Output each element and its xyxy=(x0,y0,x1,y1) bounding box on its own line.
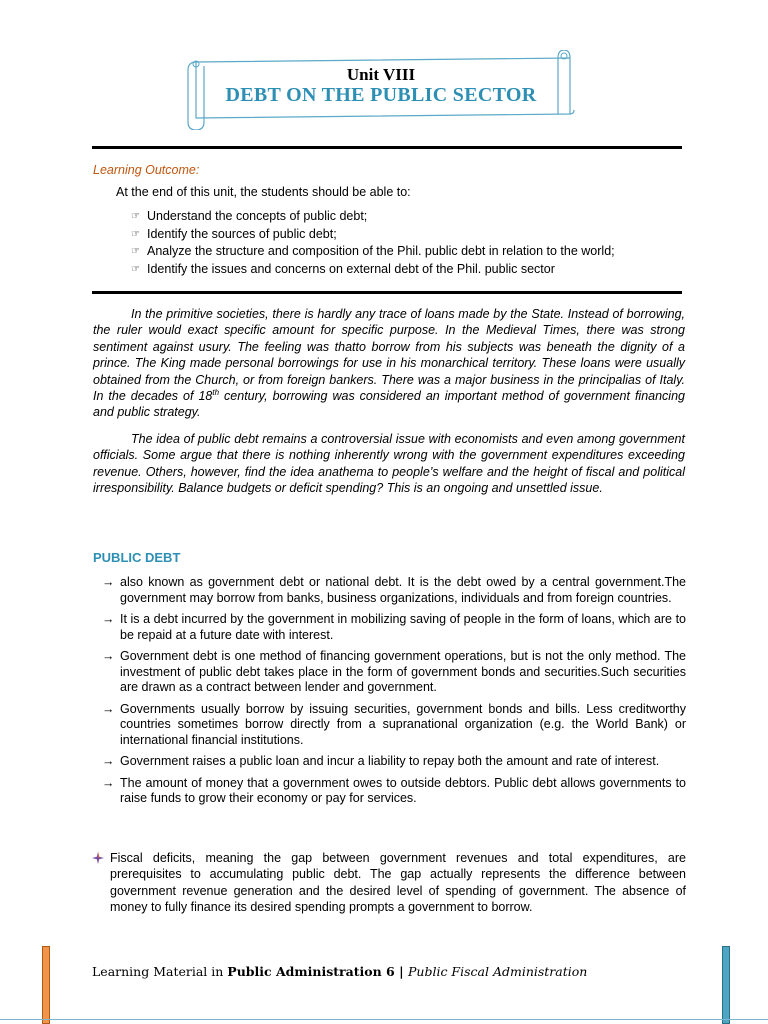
hand-pointer-icon: ☞ xyxy=(131,211,140,222)
public-debt-list xyxy=(102,575,686,813)
unit-label: Unit VIII xyxy=(346,65,416,84)
page-footer: Learning Material in Public Administration 6 | Public Fiscal Administration xyxy=(92,964,588,979)
objectives-list xyxy=(131,208,615,278)
list-item: ☞ Identify the sources of public debt; xyxy=(131,226,615,244)
list-item: → Government debt is one method of financing government operations, but is not the only method. The investment of public debt takes place in the form of government bonds and securities.Such securities are drawn as a contract between lender and government. xyxy=(102,649,686,694)
list-item: → also known as government debt or national debt. It is the debt owed by a central government.The government may borrow from banks, business organizations, individuals and from foreign countries. xyxy=(102,575,686,605)
list-item: → Governments usually borrow by issuing securities, government bonds and bills. Less creditworthy countries sometimes borrow directly from a supranational organization (e.g. the World Bank) or international financial institutions. xyxy=(102,701,686,747)
public-debt-heading: PUBLIC DEBT xyxy=(93,550,181,565)
hand-pointer-icon: ☞ xyxy=(131,263,140,275)
list-item: → The amount of money that a government owes to outside debtors. Public debt allows governments to raise funds to grow their economy or pay for services. xyxy=(102,775,686,805)
hand-pointer-icon: ☞ xyxy=(131,228,140,240)
learning-outcome-heading: Learning Outcome: xyxy=(93,163,200,177)
intro-paragraph-1: In the primitive societies, there is hardly any trace of loans made by the State. Instead of borrowing, the ruler would exact specific amount for specific purpose. In the Medieval Times, there was strong sentiment against usury. The feeling was thatto borrow from his subjects was beneath the dignity of a prince. The King made personal borrowings for use in his monarchical territory. These loans were usually obtained from the Church, or from foreign bankers. There was a major business in the principalias of Italy. In the decades of 18th century, borrowing was considered an important method of government financing and public strategy. xyxy=(93,307,685,420)
four-point-star-icon xyxy=(92,852,104,864)
section-divider xyxy=(92,291,682,294)
list-item: → Government raises a public loan and incur a liability to repay both the amount and rate of interest. xyxy=(102,754,660,768)
arrow-right-icon: → xyxy=(102,575,115,589)
unit-title: DEBT ON THE PUBLIC SECTOR xyxy=(225,84,537,106)
title-banner xyxy=(186,50,576,130)
hand-pointer-icon: ☞ xyxy=(131,246,140,257)
intro-paragraph-2: The idea of public debt remains a controversial issue with economists and even among government officials. Some argue that there is nothing inherently wrong with the government expenditures exceeding revenue. Others, however, find the idea anathema to people’s welfare and the height of fiscal and political irresponsibility. Balance budgets or deficit spending? This is an ongoing and unsettled issue. xyxy=(93,432,685,496)
arrow-right-icon: → xyxy=(102,612,115,626)
fiscal-deficit-note: Fiscal deficits, meaning the gap between government revenues and total expenditures, are prerequisites to accumulating public debt. The gap actually represents the difference between government revenue generation and the desired level of spending of government. The absence of money to fully finance its desired spending prompts a government to borrow. xyxy=(92,850,686,915)
arrow-right-icon: → xyxy=(102,649,115,663)
footer-rule xyxy=(0,1019,768,1020)
list-item: ☞ Analyze the structure and composition of the Phil. public debt in relation to the world; xyxy=(131,243,615,261)
footer-accent-left xyxy=(42,946,50,1024)
arrow-right-icon: → xyxy=(102,754,115,768)
footer-accent-right xyxy=(722,946,730,1024)
learning-outcome-intro: At the end of this unit, the students should be able to: xyxy=(116,185,411,199)
list-item: ☞ Understand the concepts of public debt; xyxy=(131,208,615,226)
arrow-right-icon: → xyxy=(102,701,115,716)
list-item: ☞ Identify the issues and concerns on external debt of the Phil. public sector xyxy=(131,261,615,279)
top-divider xyxy=(92,146,682,149)
arrow-right-icon: → xyxy=(102,775,115,790)
list-item: → It is a debt incurred by the government in mobilizing saving of people in the form of loans, which are to be repaid at a future date with interest. xyxy=(102,612,686,642)
